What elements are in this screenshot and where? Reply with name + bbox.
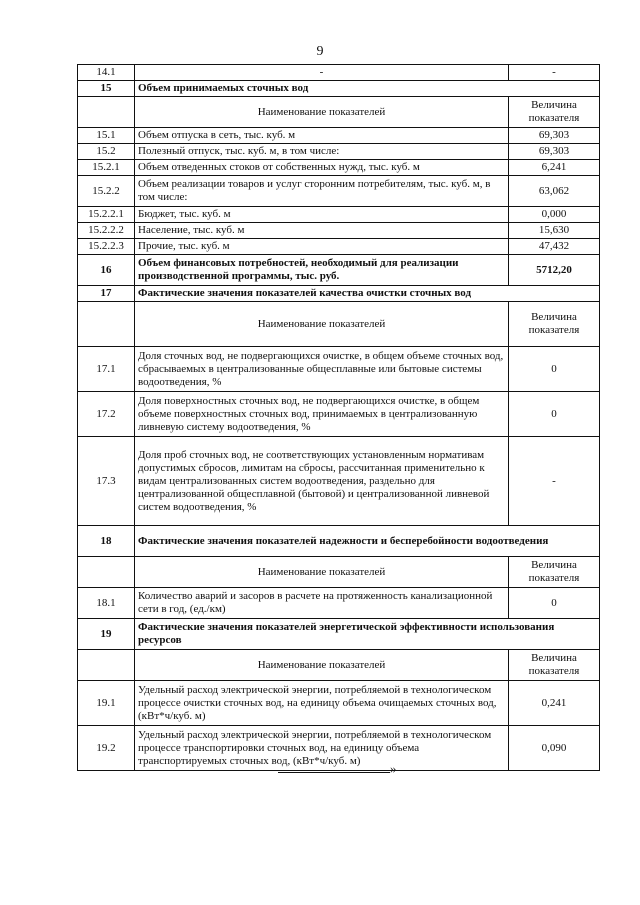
table-row-17.3 [78,437,600,526]
row-number: 15.2.2.3 [78,239,135,255]
row-value: 0 [509,347,600,392]
table-header-row [78,557,600,588]
header-value: Величина показателя [509,97,600,128]
table-row-14.1 [78,65,600,81]
row-number: 17.3 [78,437,135,526]
row-number: 15.2.2 [78,176,135,207]
indicators-table [77,64,600,771]
row-number: 15.2.2.2 [78,223,135,239]
row-name: Население, тыс. куб. м [135,223,509,239]
row-name: Доля сточных вод, не подвергающихся очистке, в общем объеме сточных вод, сбрасываемых в централизованные общесплавные или бытовые системы водоотведения, % [135,347,509,392]
row-name: Объем финансовых потребностей, необходимый для реализации производственной программы, тыс. руб. [135,255,509,286]
table-row-15.2.2 [78,176,600,207]
row-name: Объем отпуска в сеть, тыс. куб. м [135,128,509,144]
row-value: 0 [509,392,600,437]
table-row-17.1 [78,347,600,392]
table-row-15.2.1 [78,160,600,176]
footer-signature-line [278,761,408,777]
header-name: Наименование показателей [135,557,509,588]
row-name: Прочие, тыс. куб. м [135,239,509,255]
section-title: Фактические значения показателей качества очистки сточных вод [135,286,600,302]
row-value: - [509,437,600,526]
row-value: 0 [509,588,600,619]
header-empty-cell [78,557,135,588]
row-value: - [509,65,600,81]
row-number: 17.2 [78,392,135,437]
row-value: 0,000 [509,207,600,223]
row-value: 5712,20 [509,255,600,286]
row-value: 0,241 [509,681,600,726]
section-title: Фактические значения показателей энергетической эффективности использования ресурсов [135,619,600,650]
row-number: 15.2 [78,144,135,160]
section-number: 15 [78,81,135,97]
table-header-row [78,97,600,128]
section-row-19 [78,619,600,650]
row-name: Удельный расход электрической энергии, потребляемой в технологическом процессе очистки сточных вод, на единицу объема очищаемых сточных вод, (кВт*ч/куб. м) [135,681,509,726]
header-value: Величина показателя [509,557,600,588]
header-name: Наименование показателей [135,650,509,681]
section-number: 17 [78,286,135,302]
row-number: 15.2.2.1 [78,207,135,223]
section-row-17 [78,286,600,302]
section-title: Объем принимаемых сточных вод [135,81,600,97]
page-number: 9 [316,44,324,59]
row-value: 63,062 [509,176,600,207]
row-value: 69,303 [509,144,600,160]
row-number: 19.1 [78,681,135,726]
table-header-row [78,650,600,681]
table-row-17.2 [78,392,600,437]
section-row-15 [78,81,600,97]
table-row-15.2 [78,144,600,160]
row-name: Объем отведенных стоков от собственных нужд, тыс. куб. м [135,160,509,176]
table-row-15.2.2.2 [78,223,600,239]
signature-underline [278,762,390,773]
table-row-15.2.2.1 [78,207,600,223]
row-value: 6,241 [509,160,600,176]
table-row-19.1 [78,681,600,726]
row-number: 15.2.1 [78,160,135,176]
row-name: Полезный отпуск, тыс. куб. м, в том числе: [135,144,509,160]
section-title: Фактические значения показателей надежности и бесперебойности водоотведения [135,526,600,557]
table-row-15.2.2.3 [78,239,600,255]
row-value: 15,630 [509,223,600,239]
header-empty-cell [78,302,135,347]
header-name: Наименование показателей [135,97,509,128]
row-name: Объем реализации товаров и услуг сторонним потребителям, тыс. куб. м, в том числе: [135,176,509,207]
closing-quote: » [390,761,397,776]
row-number: 14.1 [78,65,135,81]
table-row-15.1 [78,128,600,144]
row-name: Доля поверхностных сточных вод, не подвергающихся очистке, в общем объеме поверхностных сточных вод, принимаемых в централизованную ливневую систему водоотведения, % [135,392,509,437]
header-empty-cell [78,650,135,681]
header-name: Наименование показателей [135,302,509,347]
row-name: Бюджет, тыс. куб. м [135,207,509,223]
header-value: Величина показателя [509,302,600,347]
header-empty-cell [78,97,135,128]
row-number: 16 [78,255,135,286]
row-number: 19.2 [78,726,135,771]
row-number: 17.1 [78,347,135,392]
row-value: 0,090 [509,726,600,771]
table-row-18.1 [78,588,600,619]
section-row-18 [78,526,600,557]
row-value: 69,303 [509,128,600,144]
row-name: Количество аварий и засоров в расчете на протяженность канализационной сети в год, (ед./км) [135,588,509,619]
table-header-row [78,302,600,347]
table-row-16 [78,255,600,286]
row-name: Доля проб сточных вод, не соответствующих установленным нормативам допустимых сбросов, лимитам на сбросы, рассчитанная применительно к видам централизованных систем водоотведения, раздельно для централизованной общесплавной (бытовой) и централизованной ливневой систем водоотведения, % [135,437,509,526]
row-value: 47,432 [509,239,600,255]
row-name: - [135,65,509,81]
row-name: Удельный расход электрической энергии, потребляемой в технологическом процессе транспортировки сточных вод, на единицу объема транспортируемых сточных вод, (кВт*ч/куб. м) [135,726,509,771]
row-number: 15.1 [78,128,135,144]
section-number: 19 [78,619,135,650]
section-number: 18 [78,526,135,557]
header-value: Величина показателя [509,650,600,681]
row-number: 18.1 [78,588,135,619]
